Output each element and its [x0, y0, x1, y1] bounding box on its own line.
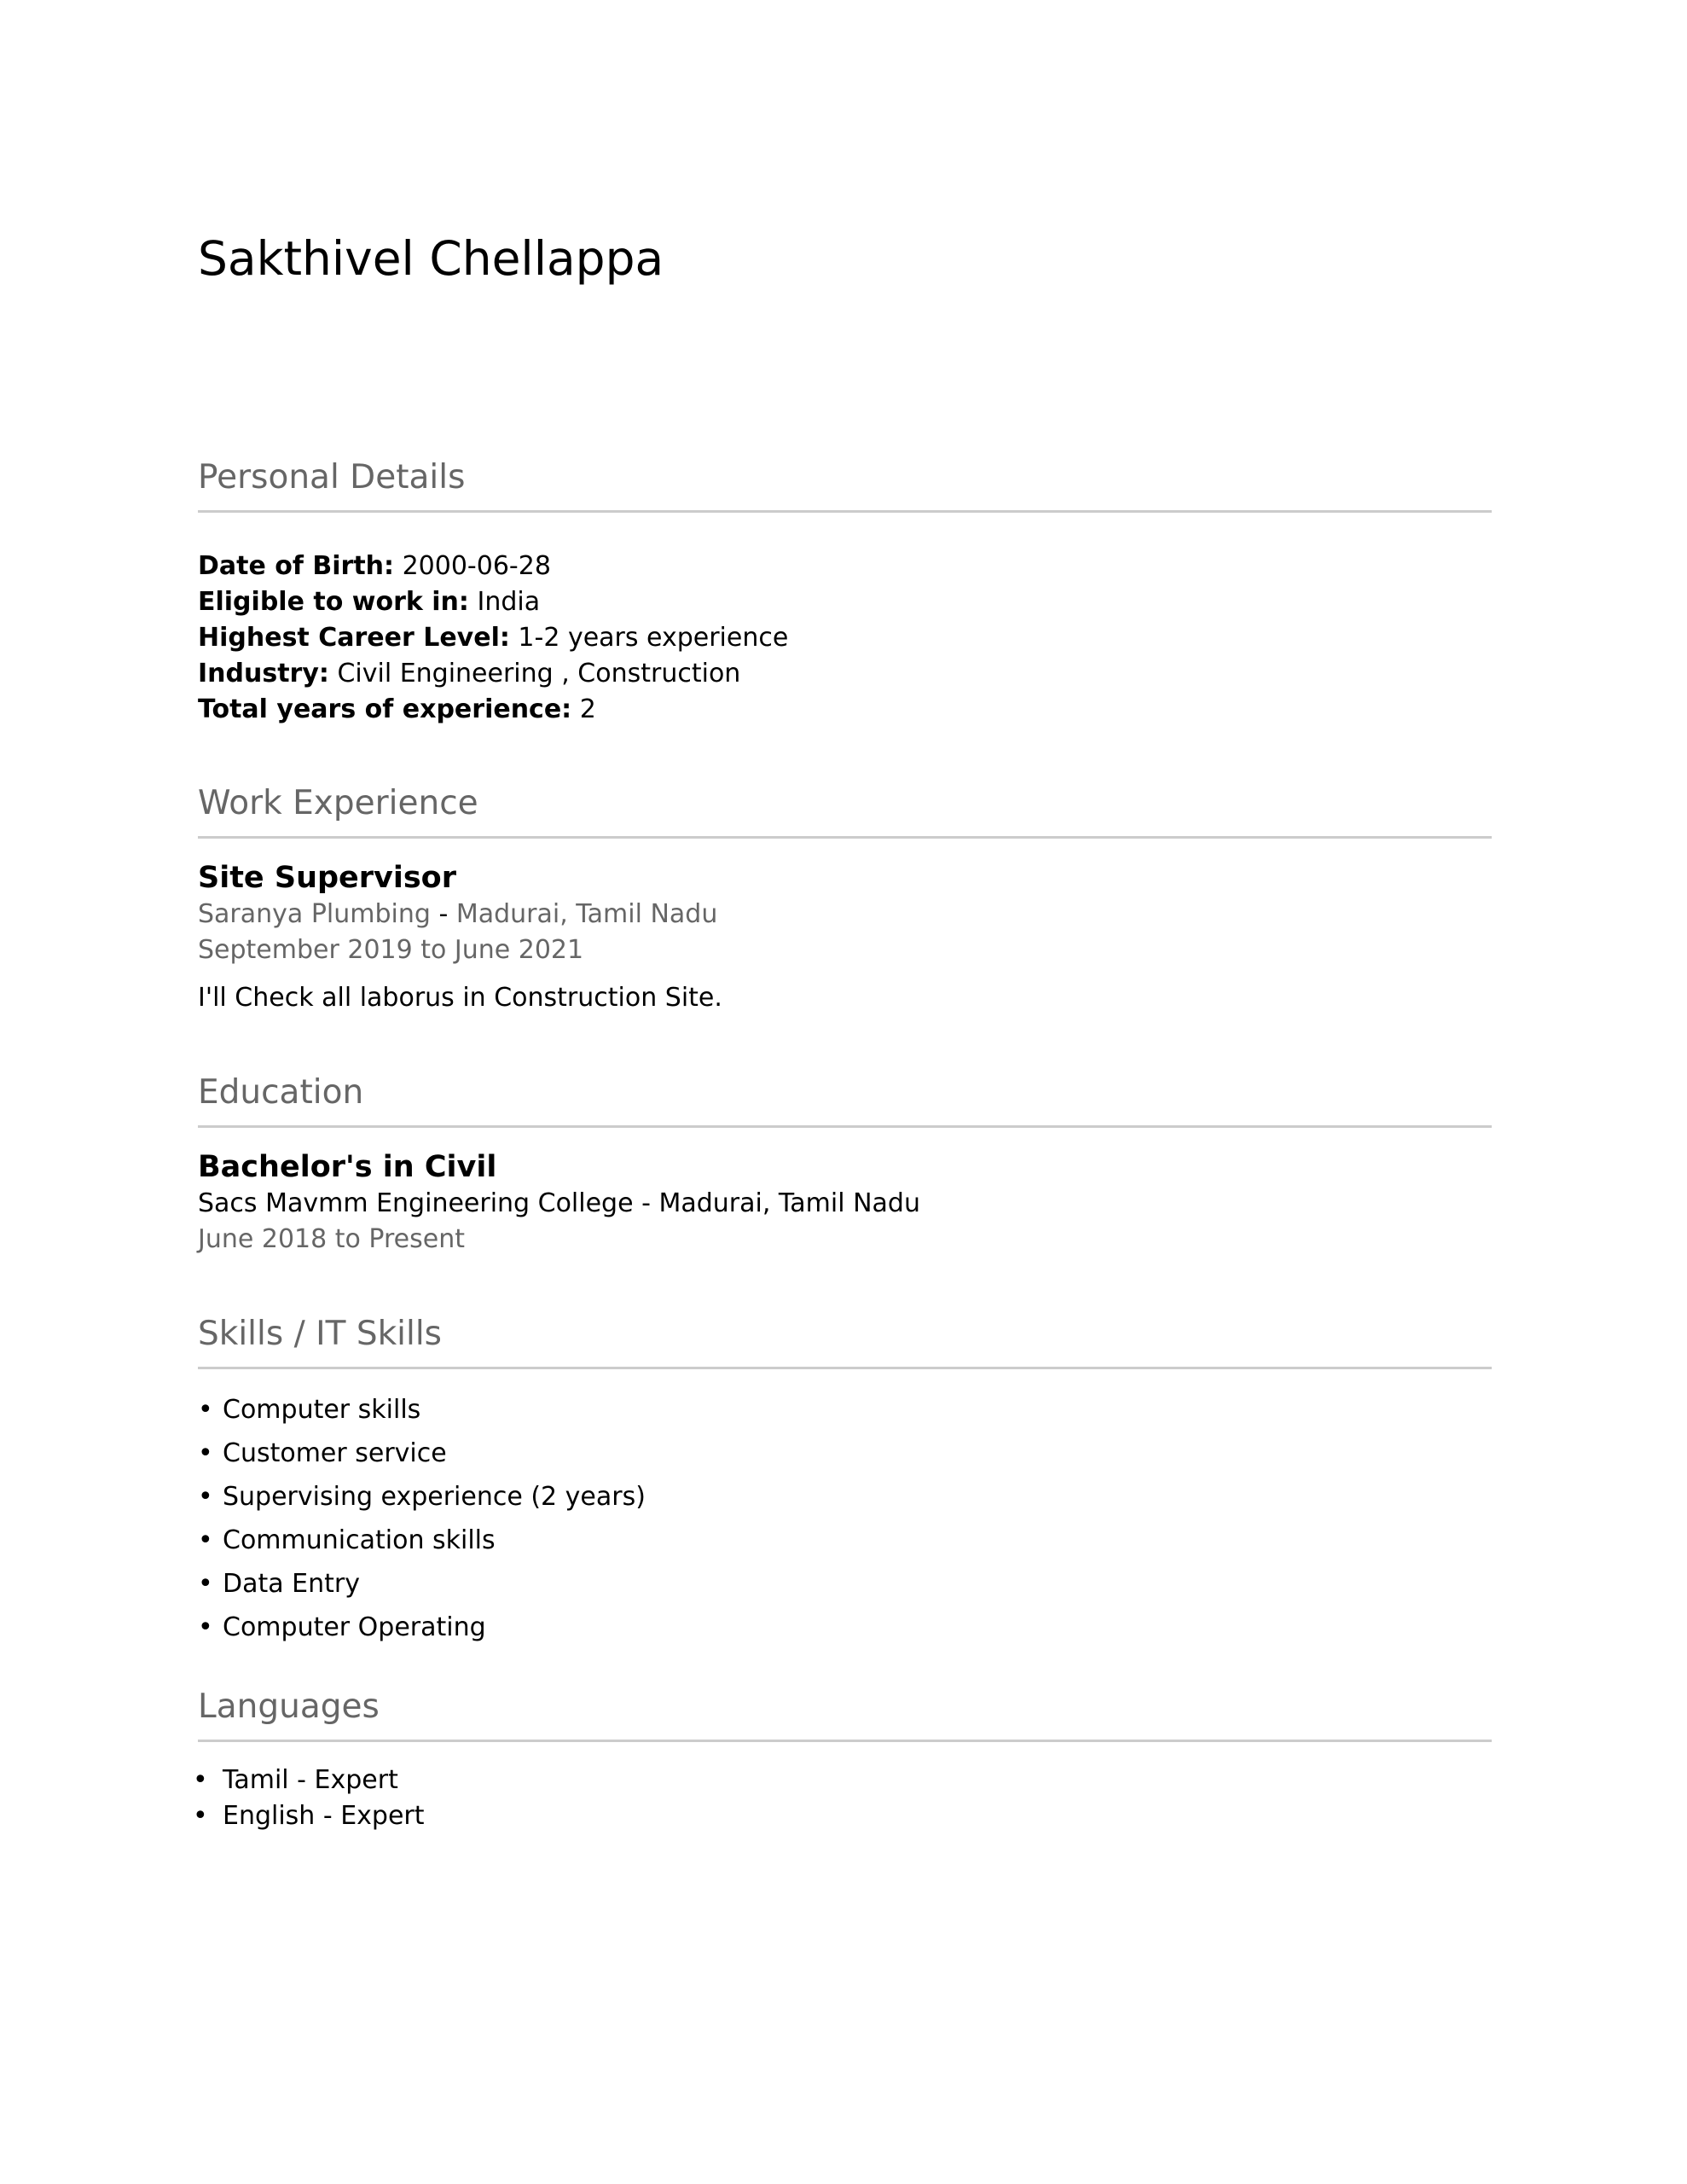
skill-item: • Data Entry — [198, 1562, 1492, 1606]
detail-label: Date of Birth: — [198, 551, 395, 581]
language-item: • English - Expert — [198, 1798, 1492, 1834]
education-dates: June 2018 to Present — [198, 1224, 465, 1254]
detail-value: 1-2 years experience — [518, 623, 789, 653]
detail-label: Total years of experience: — [198, 694, 572, 724]
personal-details-list — [198, 549, 1492, 728]
education-degree: Bachelor's in Civil — [198, 1150, 497, 1184]
detail-value: 2000-06-28 — [402, 551, 551, 581]
language-item: • Tamil - Expert — [198, 1763, 1492, 1798]
detail-value: 2 — [579, 694, 596, 724]
section-title-skills: Skills / IT Skills — [198, 1314, 1492, 1369]
personal-details-section — [198, 457, 1492, 728]
education-section — [198, 1072, 1492, 1258]
detail-value: Civil Engineering , Construction — [337, 659, 741, 688]
skills-section — [198, 1314, 1492, 1649]
skill-item: • Computer Operating — [198, 1606, 1492, 1649]
detail-row-date-of-birth — [198, 549, 1492, 584]
detail-value: India — [477, 587, 541, 617]
education-school: Sacs Mavmm Engineering College - Madurai, Tamil Nadu — [198, 1188, 920, 1218]
detail-label: Highest Career Level: — [198, 623, 510, 653]
section-title-personal-details: Personal Details — [198, 457, 1492, 513]
detail-row-total-experience — [198, 692, 1492, 728]
job-description: I'll Check all laborus in Construction Site. — [198, 983, 722, 1013]
section-title-education: Education — [198, 1072, 1492, 1128]
skill-item: • Computer skills — [198, 1388, 1492, 1432]
skill-item: • Communication skills — [198, 1519, 1492, 1562]
job-dates: September 2019 to June 2021 — [198, 935, 584, 965]
skill-item: • Customer service — [198, 1432, 1492, 1475]
detail-row-industry — [198, 656, 1492, 692]
skill-item: • Supervising experience (2 years) — [198, 1475, 1492, 1519]
job-separator: - — [438, 899, 449, 929]
candidate-name: Sakthivel Chellappa — [198, 231, 664, 286]
job-title: Site Supervisor — [198, 861, 456, 895]
job-entry — [198, 859, 1492, 1016]
job-company: Saranya Plumbing — [198, 899, 431, 929]
section-title-languages: Languages — [198, 1687, 1492, 1742]
detail-row-career-level — [198, 620, 1492, 656]
languages-list — [198, 1763, 1492, 1834]
work-experience-section — [198, 783, 1492, 1016]
job-company-location — [198, 897, 1492, 932]
skills-list — [198, 1388, 1492, 1649]
detail-label: Eligible to work in: — [198, 587, 469, 617]
section-title-work-experience: Work Experience — [198, 783, 1492, 839]
education-entry — [198, 1148, 1492, 1258]
detail-row-eligible-to-work — [198, 584, 1492, 620]
job-location: Madurai, Tamil Nadu — [455, 899, 718, 929]
detail-label: Industry: — [198, 659, 329, 688]
languages-section — [198, 1687, 1492, 1834]
